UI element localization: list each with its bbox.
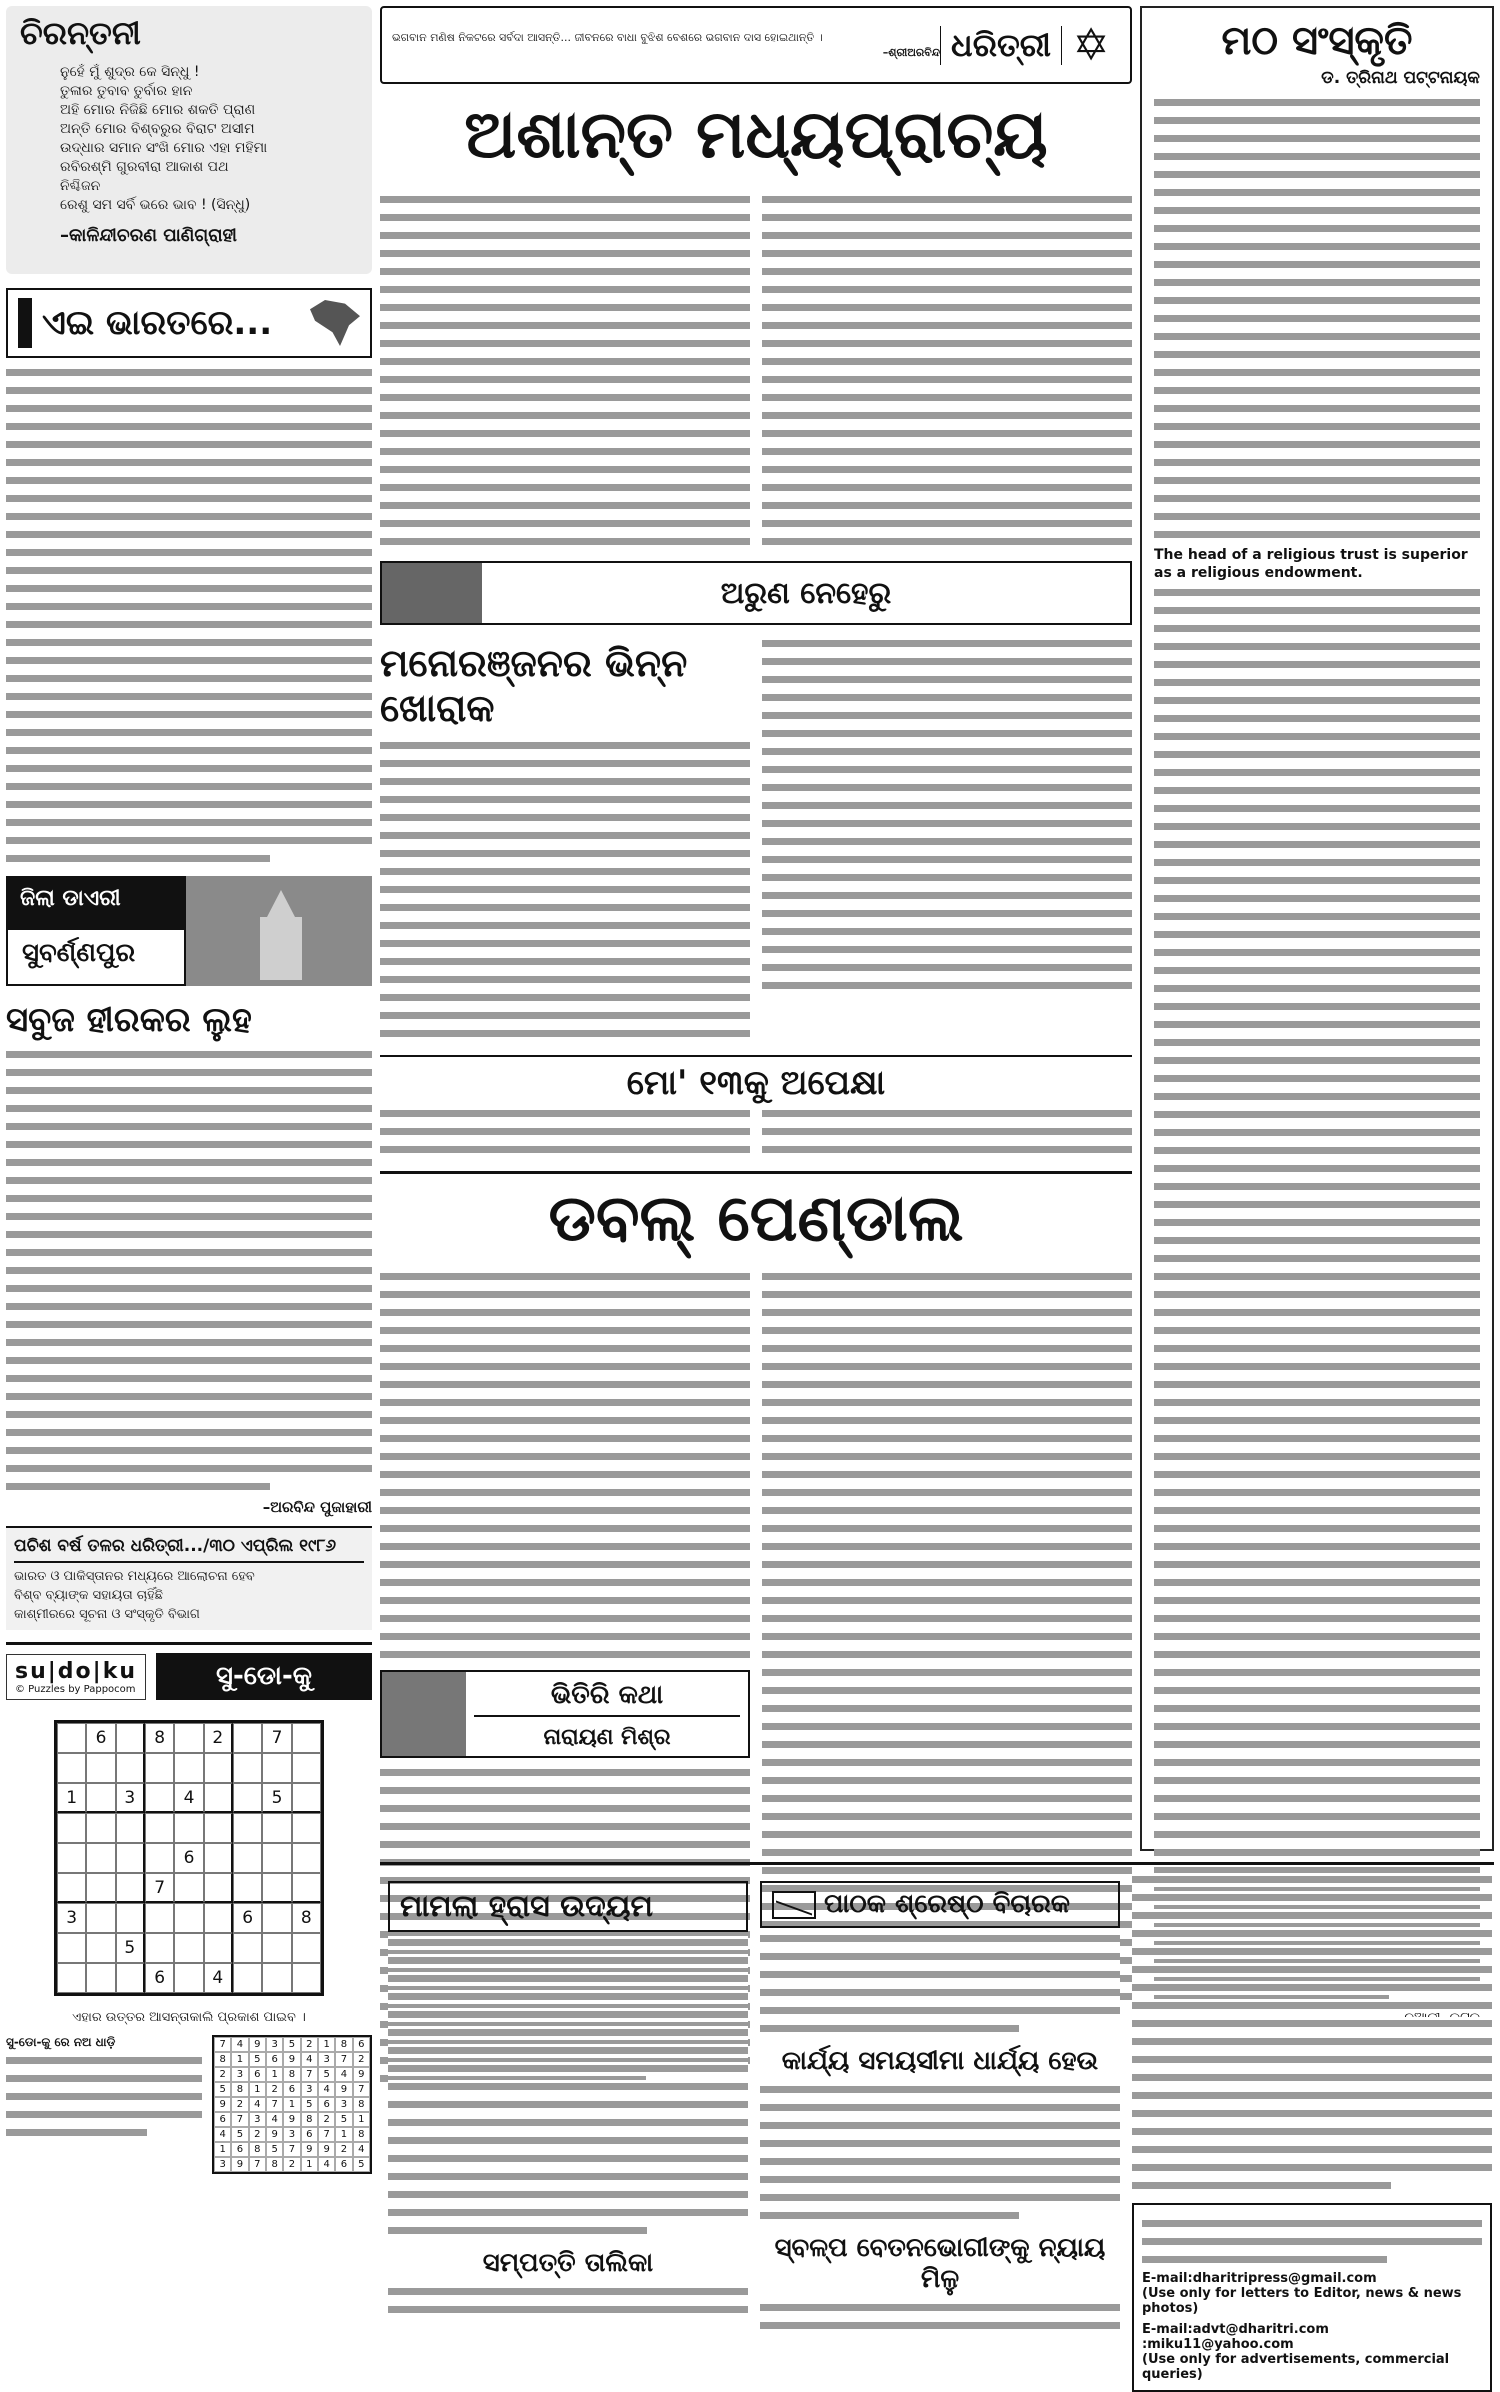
solution-cell: 8 [335, 2037, 352, 2052]
solution-cell: 7 [266, 2097, 283, 2112]
green-article-title: ସବୁଜ ହୀରକର ଲୁହ [6, 1000, 252, 1040]
letter-subtitle: କାର୍ଯ୍ୟ ସମୟସୀମା ଧାର୍ଯ୍ୟ ହେଉ [781, 2046, 1099, 2076]
sudoku-header [6, 1642, 372, 1700]
sudoku-cell [86, 1843, 115, 1873]
sudoku-cell [116, 1813, 145, 1843]
sudoku-cell [86, 1783, 115, 1813]
letter-title: ମାମଲା ହ୍ରାସ ଉଦ୍ୟମ [388, 1881, 748, 1932]
list-item: ଭାରତ ଓ ପାକିସ୍ତାନର ମଧ୍ୟରେ ଆଲୋଚନା ହେବ [14, 1569, 255, 1584]
solution-cell: 9 [335, 2082, 352, 2097]
poem-line: ନିଶ୍ଚିଜନ [60, 178, 101, 194]
article-text [762, 189, 1132, 553]
solution-cell: 2 [214, 2067, 231, 2082]
middle-column [380, 6, 1132, 2090]
solution-cell: 4 [335, 2067, 352, 2082]
solution-cell: 6 [266, 2052, 283, 2067]
editor-email-note: (Use only for letters to Editor, news & news photos) [1142, 2286, 1462, 2316]
solution-cell: 5 [249, 2052, 266, 2067]
solution-cell: 8 [353, 2097, 370, 2112]
sudoku-cell: 8 [292, 1903, 321, 1933]
solution-cell: 1 [266, 2067, 283, 2082]
solution-cell: 8 [231, 2082, 248, 2097]
solution-cell: 5 [214, 2082, 231, 2097]
sudoku-cell: 3 [57, 1903, 86, 1933]
sudoku-cell: 3 [116, 1783, 145, 1813]
sudoku-cell [116, 1873, 145, 1903]
sudoku-cell [292, 1873, 321, 1903]
twentyfive-title: ପଚିଶ ବର୍ଷ ତଳର ଧରିତ୍ରୀ.../୩୦ ଏପ୍ରିଲ ୧୯୮୬ [14, 1536, 364, 1563]
solution-cell: 6 [318, 2097, 335, 2112]
poem-line: ନୁହେଁ ମୁଁ ଶୁଦ୍ର କେ ସିନ୍ଧୁ ! [60, 64, 200, 80]
sudoku-cell: 8 [145, 1723, 174, 1753]
solution-cell: 8 [283, 2067, 300, 2082]
solution-cell: 1 [335, 2127, 352, 2142]
sudoku-cell [86, 1753, 115, 1783]
column-author: ନାରାୟଣ ମିଶ୍ର [543, 1725, 671, 1750]
sudoku-cell [57, 1843, 86, 1873]
solution-cell: 7 [283, 2142, 300, 2157]
solution-cell: 9 [214, 2097, 231, 2112]
sudoku-cell [292, 1753, 321, 1783]
sudoku-cell [262, 1903, 291, 1933]
sudoku-cell: 5 [116, 1933, 145, 1963]
sudoku-cell [204, 1753, 233, 1783]
sudoku-cell [145, 1753, 174, 1783]
sudoku-cell [145, 1783, 174, 1813]
sudoku-cell [233, 1753, 262, 1783]
masthead-quote: ଭଗବାନ ମଣିଷ ନିକଟରେ ସର୍ବଦା ଆସନ୍ତି... ଜୀବନରେ ବାଧା ବୁଝିଶ ବେଶରେ ଭଗବାନ ଦାସ ହୋଇଥାନ୍ତି । [392, 31, 823, 44]
sudoku-cell [233, 1783, 262, 1813]
author-photo [382, 563, 482, 623]
right-column [1140, 6, 1494, 1851]
solution-cell: 3 [318, 2052, 335, 2067]
sudoku-note: ଏହାର ଉତ୍ତର ଆସନ୍ତାକାଲି ପ୍ରକାଶ ପାଇବ । [72, 2010, 306, 2025]
sudoku-cell [57, 1723, 86, 1753]
main-headline: ଅଶାନ୍ତ ମଧ୍ୟପ୍ରାଚ୍ୟ [464, 96, 1048, 173]
sudoku-title: ସୁ-ଡୋ-କୁ [156, 1653, 372, 1700]
section-banner-india [6, 288, 372, 358]
letters-title: ପାଠକ ଶ୍ରେଷ୍ଠ ବିଚାରକ [824, 1889, 1071, 1919]
poem-title: ଚିରନ୍ତନୀ [20, 14, 141, 52]
english-quote: The head of a religious trust is superior as a religious endowment. [1154, 547, 1468, 581]
sudoku-cell [292, 1843, 321, 1873]
solution-cell: 7 [318, 2127, 335, 2142]
sudoku-cell [86, 1933, 115, 1963]
sudoku-cell [145, 1813, 174, 1843]
sudoku-cell: 1 [57, 1783, 86, 1813]
letter-subtitle: ସମ୍ପତ୍ତି ତାଲିକା [482, 2248, 654, 2278]
solution-cell: 3 [283, 2127, 300, 2142]
sudoku-cell [204, 1873, 233, 1903]
sudoku-cell [233, 1933, 262, 1963]
solution-cell: 4 [266, 2112, 283, 2127]
solution-cell: 3 [214, 2157, 231, 2172]
article-text [380, 189, 750, 553]
sudoku-cell [262, 1933, 291, 1963]
sudoku-cell [57, 1963, 86, 1993]
letters-left [388, 1881, 748, 2321]
solution-cell: 9 [301, 2142, 318, 2157]
author-card [380, 561, 1132, 625]
sudoku-cell [233, 1963, 262, 1993]
sudoku-cell [57, 1873, 86, 1903]
india-map-icon [310, 300, 360, 346]
sudoku-cell [86, 1963, 115, 1993]
editor-email[interactable]: E-mail:dharitripress@gmail.com [1142, 2271, 1377, 2286]
letters-right [1132, 1869, 1492, 2392]
star-of-david-icon: ✡ [1072, 19, 1110, 71]
letters-header [760, 1881, 1120, 1928]
editorial-title: ମଠ ସଂସ୍କୃତି [1221, 18, 1413, 64]
solution-cell: 8 [249, 2142, 266, 2157]
sudoku-cell [262, 1753, 291, 1783]
sudoku-cell: 7 [262, 1723, 291, 1753]
solution-cell: 4 [353, 2142, 370, 2157]
sudoku-cell [145, 1843, 174, 1873]
poem-line: ତୁଳାର ତୁବାବ ତୁର୍ବାର ହାନ [60, 83, 193, 99]
sudoku-cell [174, 1933, 203, 1963]
solution-cell: 5 [231, 2127, 248, 2142]
sudoku-cell [86, 1903, 115, 1933]
solution-cell: 6 [231, 2142, 248, 2157]
sudoku-cell [204, 1783, 233, 1813]
poem-box [6, 6, 372, 274]
poem-line: ଉଦ୍ଧାର ସମାନ ସଂଖି ମୋର ଏହା ମହିମା [60, 140, 268, 156]
sudoku-cell [233, 1813, 262, 1843]
sudoku-cell [262, 1873, 291, 1903]
solution-cell: 2 [353, 2052, 370, 2067]
solution-cell: 3 [335, 2097, 352, 2112]
twentyfive-years-box [6, 1526, 372, 1630]
sudoku-cell: 6 [145, 1963, 174, 1993]
sudoku-cell: 6 [86, 1723, 115, 1753]
sudoku-cell [116, 1753, 145, 1783]
sudoku-cell: 7 [145, 1873, 174, 1903]
sudoku-cell [233, 1873, 262, 1903]
list-item: କାଶ୍ମୀରରେ ସୂଚନା ଓ ସଂସ୍କୃତି ବିଭାଗ [14, 1607, 200, 1622]
solution-cell: 8 [266, 2157, 283, 2172]
sudoku-cell [145, 1903, 174, 1933]
solution-cell: 2 [266, 2082, 283, 2097]
solution-cell: 7 [249, 2157, 266, 2172]
solution-cell: 7 [335, 2052, 352, 2067]
masthead [380, 6, 1132, 84]
sudoku-cell: 2 [204, 1723, 233, 1753]
sudoku-cell [174, 1873, 203, 1903]
sudoku-cell [174, 1723, 203, 1753]
solution-cell: 4 [318, 2157, 335, 2172]
solution-cell: 5 [283, 2037, 300, 2052]
article-text [6, 1048, 372, 1494]
solution-cell: 7 [214, 2037, 231, 2052]
advt-email-note: (Use only for advertisements, commercial queries) [1142, 2352, 1450, 2382]
solution-cell: 1 [353, 2112, 370, 2127]
sudoku-solution-grid [212, 2035, 372, 2174]
sudoku-cell: 4 [204, 1963, 233, 1993]
solution-cell: 7 [301, 2067, 318, 2082]
sudoku-cell [262, 1813, 291, 1843]
temple-photo [186, 876, 372, 986]
solution-cell: 2 [231, 2097, 248, 2112]
column-author-card [380, 1670, 750, 1758]
district-diary [6, 876, 372, 986]
solution-cell: 9 [231, 2157, 248, 2172]
contact-box [1132, 2203, 1492, 2392]
second-headline: ଡବଲ୍ ପେଣ୍ଡାଲ [380, 1171, 1132, 1256]
solution-cell: 1 [214, 2142, 231, 2157]
solution-cell: 8 [353, 2127, 370, 2142]
solution-cell: 1 [231, 2052, 248, 2067]
solution-cell: 9 [283, 2052, 300, 2067]
sudoku-cell [116, 1843, 145, 1873]
column-name: ଭିତିରି କଥା [474, 1680, 740, 1717]
sudoku-cell [57, 1753, 86, 1783]
solution-cell: 1 [301, 2157, 318, 2172]
sudoku-cell [57, 1813, 86, 1843]
solution-cell: 1 [318, 2037, 335, 2052]
editorial-author: ଡ. ତ୍ରିନାଥ ପଟ୍ଟନାୟକ [1321, 68, 1480, 88]
solution-cell: 1 [283, 2097, 300, 2112]
solution-heading: ସୁ-ଡୋ-କୁ ରେ ନଅ ଧାଡ଼ି [6, 2035, 116, 2049]
sudoku-cell [292, 1813, 321, 1843]
solution-cell: 3 [301, 2082, 318, 2097]
sudoku-cell [233, 1843, 262, 1873]
sudoku-cell [116, 1723, 145, 1753]
poem-line: ଅନ୍ତି ମୋର ବିଶ୍ବରୁର ବିରାଟ ଅସୀମ [60, 121, 255, 137]
solution-cell: 6 [353, 2037, 370, 2052]
sudoku-cell [174, 1903, 203, 1933]
solution-cell: 5 [335, 2112, 352, 2127]
diary-district: ସୁବର୍ଣ୍ଣପୁର [6, 928, 186, 986]
solution-cell: 2 [335, 2142, 352, 2157]
solution-cell: 4 [249, 2097, 266, 2112]
sudoku-cell [86, 1873, 115, 1903]
sudoku-cell [262, 1963, 291, 1993]
solution-cell: 2 [249, 2127, 266, 2142]
sudoku-logo: su|do|ku © Puzzles by Pappocom [6, 1654, 146, 1700]
solution-cell: 2 [301, 2037, 318, 2052]
solution-cell: 8 [214, 2052, 231, 2067]
list-item: ବିଶ୍ବ ବ୍ୟାଙ୍କ ସହାୟତା ଚାହିଁଛି [14, 1588, 163, 1603]
sudoku-cell: 5 [262, 1783, 291, 1813]
solution-cell: 7 [231, 2112, 248, 2127]
solution-cell: 5 [266, 2142, 283, 2157]
solution-cell: 6 [335, 2157, 352, 2172]
solution-cell: 6 [249, 2067, 266, 2082]
poem-line: ରେଶୁ ସମ ସର୍ବି ଭରେ ଭାବ ! (ସିନ୍ଧୁ) [60, 197, 251, 213]
diary-label: ଜିଲା ଡାଏରୀ [6, 876, 186, 928]
sudoku-grid [54, 1720, 324, 1996]
solution-cell: 4 [231, 2037, 248, 2052]
article-text [1154, 96, 1480, 542]
solution-cell: 2 [283, 2157, 300, 2172]
sudoku-cell [86, 1813, 115, 1843]
bottom-section [380, 1862, 1494, 2382]
sudoku-cell [116, 1903, 145, 1933]
solution-cell: 4 [214, 2127, 231, 2142]
solution-cell: 9 [318, 2142, 335, 2157]
solution-cell: 9 [249, 2037, 266, 2052]
article-subhead: ମନୋରଞ୍ଜନର ଭିନ୍ନ ଖୋରାକ [380, 641, 688, 730]
poem-line: ଅହି ମୋର ନିଜିଛି ମୋର ଶକତି ପ୍ରାଣ [60, 102, 256, 118]
solution-cell: 5 [318, 2067, 335, 2082]
quote-headline: ମୋ' ୧୩କୁ ଅପେକ୍ଷା [380, 1055, 1132, 1103]
solution-cell: 3 [266, 2037, 283, 2052]
solution-cell: 6 [301, 2127, 318, 2142]
solution-cell: 4 [301, 2052, 318, 2067]
poem-line: ରବିରଶ୍ମି ଗୁରବୀରା ଆକାଶ ପଥ [60, 159, 229, 175]
solution-cell: 9 [266, 2127, 283, 2142]
sudoku-cell [174, 1813, 203, 1843]
sudoku-cell [233, 1723, 262, 1753]
left-column [6, 6, 372, 2174]
sudoku-cell [174, 1753, 203, 1783]
sudoku-cell: 6 [174, 1843, 203, 1873]
poem-author: –କାଳିନ୍ଦୀଚରଣ ପାଣିଗ୍ରାହୀ [60, 225, 237, 246]
sudoku-cell [204, 1903, 233, 1933]
solution-cell: 8 [301, 2112, 318, 2127]
solution-cell: 3 [231, 2067, 248, 2082]
green-byline: –ଅରବିନ୍ଦ ପୁଜାହାରୀ [262, 1498, 372, 1516]
sudoku-cell [57, 1933, 86, 1963]
letter-subtitle: ସ୍ବଳ୍ପ ବେତନଭୋଗୀଙ୍କୁ ନ୍ୟାୟ ମିଳୁ [774, 2233, 1106, 2294]
solution-cell: 6 [214, 2112, 231, 2127]
advt-email[interactable]: E-mail:advt@dharitri.com :miku11@yahoo.com [1142, 2322, 1329, 2352]
solution-cell: 2 [318, 2112, 335, 2127]
solution-cell: 5 [301, 2097, 318, 2112]
letters-middle [760, 1881, 1120, 2337]
sudoku-cell [292, 1723, 321, 1753]
sudoku-cell [174, 1963, 203, 1993]
sudoku-cell [145, 1933, 174, 1963]
sudoku-cell [204, 1933, 233, 1963]
article-text [6, 366, 372, 866]
solution-cell: 6 [283, 2082, 300, 2097]
section-title: ଏଇ ଭାରତରେ... [42, 303, 273, 343]
envelope-icon [772, 1891, 816, 1919]
solution-cell: 9 [283, 2112, 300, 2127]
banner-bar [18, 298, 32, 348]
sudoku-cell: 6 [233, 1903, 262, 1933]
solution-cell: 3 [249, 2112, 266, 2127]
solution-cell: 1 [249, 2082, 266, 2097]
sudoku-cell [292, 1933, 321, 1963]
sudoku-cell [292, 1783, 321, 1813]
sudoku-cell [292, 1963, 321, 1993]
sudoku-cell [204, 1843, 233, 1873]
sudoku-cell [116, 1963, 145, 1993]
article-text [1154, 586, 1480, 2004]
newspaper-logo: ଧରିତ୍ରୀ [940, 26, 1062, 65]
solution-cell: 7 [353, 2082, 370, 2097]
sudoku-cell [262, 1843, 291, 1873]
author-photo [382, 1672, 466, 1756]
author-name: ଅରୁଣ ନେହେରୁ [720, 575, 892, 611]
article-text [762, 633, 1132, 1045]
masthead-quote-author: –ଶ୍ରୀଅରବିନ୍ଦ [882, 46, 941, 59]
sudoku-cell [204, 1813, 233, 1843]
solution-cell: 4 [318, 2082, 335, 2097]
solution-cell: 5 [353, 2157, 370, 2172]
solution-cell: 9 [353, 2067, 370, 2082]
sudoku-cell: 4 [174, 1783, 203, 1813]
